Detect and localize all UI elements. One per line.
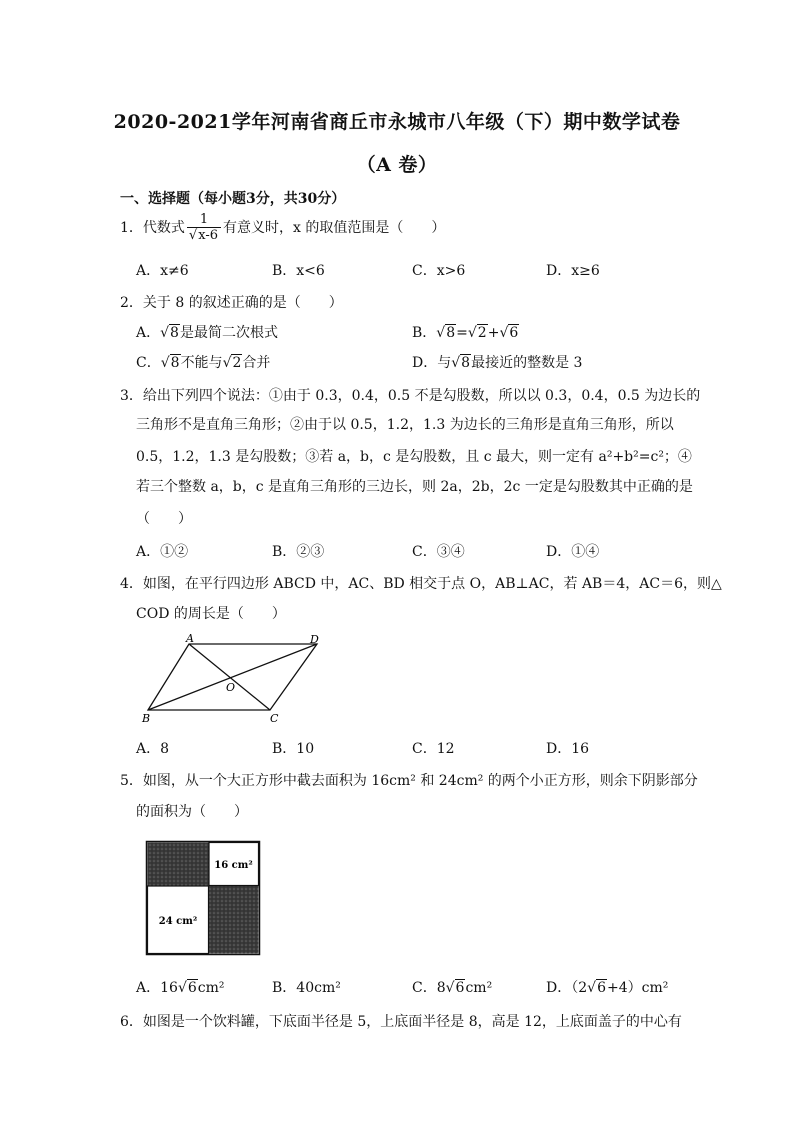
q5-a-radicand: 6 [187,980,197,996]
vertex-d-label: D [310,633,319,646]
q5-c-unit: cm² [465,980,493,996]
q2-b-radicand-2: 2 [477,325,487,341]
question-4-line-1: 4．如图，在平行四边形 ABCD 中，AC、BD 相交于点 O，AB⊥AC，若 AB＝4，AC＝6，则△ [120,576,722,592]
q5-c-radicand: 6 [455,980,465,996]
q2-d-radicand: 8 [461,355,471,371]
q5-d-radicand: 6 [597,980,606,996]
label-16cm2: 16 cm² [214,860,253,871]
q2-option-a[interactable] [136,322,278,342]
sqrt-icon: √ [160,325,170,341]
point-o-label: O [226,681,236,694]
question-3-line-2: 三角形不是直角三角形；②由于以 0.5，1.2，1.3 为边长的三角形是直角三角形，所以 [136,417,674,433]
sqrt-icon: √ [445,980,455,996]
question-3-line-5: （ ） [136,511,192,527]
vertex-c-label: C [270,712,279,725]
diagonal-bd [148,644,317,710]
q5-option-d[interactable] [546,977,668,997]
q5-c-label: C．8 [412,980,446,996]
q1-option-b[interactable]: B．x<6 [272,263,325,279]
q2-c-text-2: 合并 [242,355,271,371]
q3-option-c[interactable]: C．③④ [412,544,465,560]
q1-option-d[interactable]: D．x≥6 [546,263,600,279]
q2-b-radicand-3: 6 [509,325,519,341]
q1-option-c[interactable]: C．x>6 [412,263,466,279]
question-3-line-4: 若三个整数 a，b，c 是直角三角形的三边长，则 2a，2b，2c 一定是勾股数其中正确的是 [136,479,693,495]
q5-option-a[interactable] [136,977,225,997]
question-5-line-2: 的面积为（ ） [136,804,248,820]
q1-fraction [187,213,221,243]
q2-b-plus: + [487,325,500,341]
q3-option-a[interactable]: A．①② [136,544,189,560]
sqrt-icon: √ [499,325,509,341]
q1-suffix: 有意义时，x 的取值范围是（ ） [223,220,446,236]
q2-a-label: A． [136,325,161,341]
q5-a-label: A．16 [136,980,178,996]
q1-fraction-numerator: 1 [199,212,209,227]
exam-subtitle: （A 卷） [356,154,438,176]
q2-a-radicand: 8 [170,325,179,341]
q2-option-b[interactable] [412,322,519,342]
q3-option-b[interactable]: B．②③ [272,544,325,560]
q4-option-a[interactable]: A．8 [136,741,170,757]
question-5-line-1: 5．如图，从一个大正方形中截去面积为 16cm² 和 24cm² 的两个小正方形，则余下阴影部分 [120,773,698,789]
q2-c-radicand-2: 2 [232,355,242,371]
section-heading: 一、选择题（每小题3分，共30分） [120,191,346,207]
sqrt-icon: √ [467,325,477,341]
vertex-a-label: A [186,632,194,645]
shaded-region-bottom-right [209,886,259,954]
q2-c-label: C． [136,355,161,371]
q5-d-label: D．（2 [546,980,588,996]
question-3-line-1: 3．给出下列四个说法：①由于 0.3，0.4，0.5 不是勾股数，所以以 0.3，0.4，0.5 为边长的 [120,388,701,404]
q2-a-text: 是最简二次根式 [179,325,278,341]
q5-a-unit: cm² [197,980,225,996]
q1-prefix: 1．代数式 [120,220,185,236]
question-2-stem: 2．关于 8 的叙述正确的是（ ） [120,295,343,311]
parallelogram-figure [140,632,330,727]
q1-option-a[interactable]: A．x≠6 [136,263,189,279]
q4-option-c[interactable]: C．12 [412,741,455,757]
sqrt-icon: √ [188,228,198,243]
diagonal-ac [189,644,270,710]
q2-option-d[interactable] [412,352,582,372]
q2-b-label: B． [412,325,437,341]
sqrt-icon: √ [222,355,232,371]
q2-option-c[interactable] [136,352,270,372]
q2-d-label: D．与 [412,355,452,371]
exam-title: 2020-2021学年河南省商丘市永城市八年级（下）期中数学试卷 [113,111,681,133]
q4-option-d[interactable]: D．16 [546,741,590,757]
q5-d-text: +4）cm² [606,980,669,996]
q2-d-text: 最接近的整数是 3 [471,355,583,371]
squares-figure [145,840,261,956]
q2-b-radicand-1: 8 [446,325,456,341]
q5-option-b[interactable]: B．40cm² [272,980,341,996]
q2-b-equals: = [456,325,468,341]
sqrt-icon: √ [436,325,446,341]
question-3-line-3: 0.5，1.2，1.3 是勾股数；③若 a，b，c 是勾股数，且 c 最大，则一定有 a²+b²=c²；④ [136,449,692,465]
q3-option-d[interactable]: D．①④ [546,544,600,560]
question-4-line-2: COD 的周长是（ ） [136,606,286,622]
label-24cm2: 24 cm² [158,916,198,927]
shaded-region-top-left [148,843,209,886]
vertex-b-label: B [142,712,151,725]
sqrt-icon: √ [160,355,170,371]
sqrt-icon: √ [451,355,461,371]
q4-option-b[interactable]: B．10 [272,741,315,757]
q5-option-c[interactable] [412,977,492,997]
q2-c-text: 不能与 [180,355,223,371]
question-6-line-1: 6．如图是一个饮料罐，下底面半径是 5，上底面半径是 8，高是 12，上底面盖子的中心有 [120,1014,682,1030]
q2-c-radicand-1: 8 [170,355,180,371]
sqrt-icon: √ [587,980,597,996]
sqrt-icon: √ [177,980,187,996]
q1-fraction-denominator: x-6 [198,228,218,243]
question-1-stem [120,213,445,243]
